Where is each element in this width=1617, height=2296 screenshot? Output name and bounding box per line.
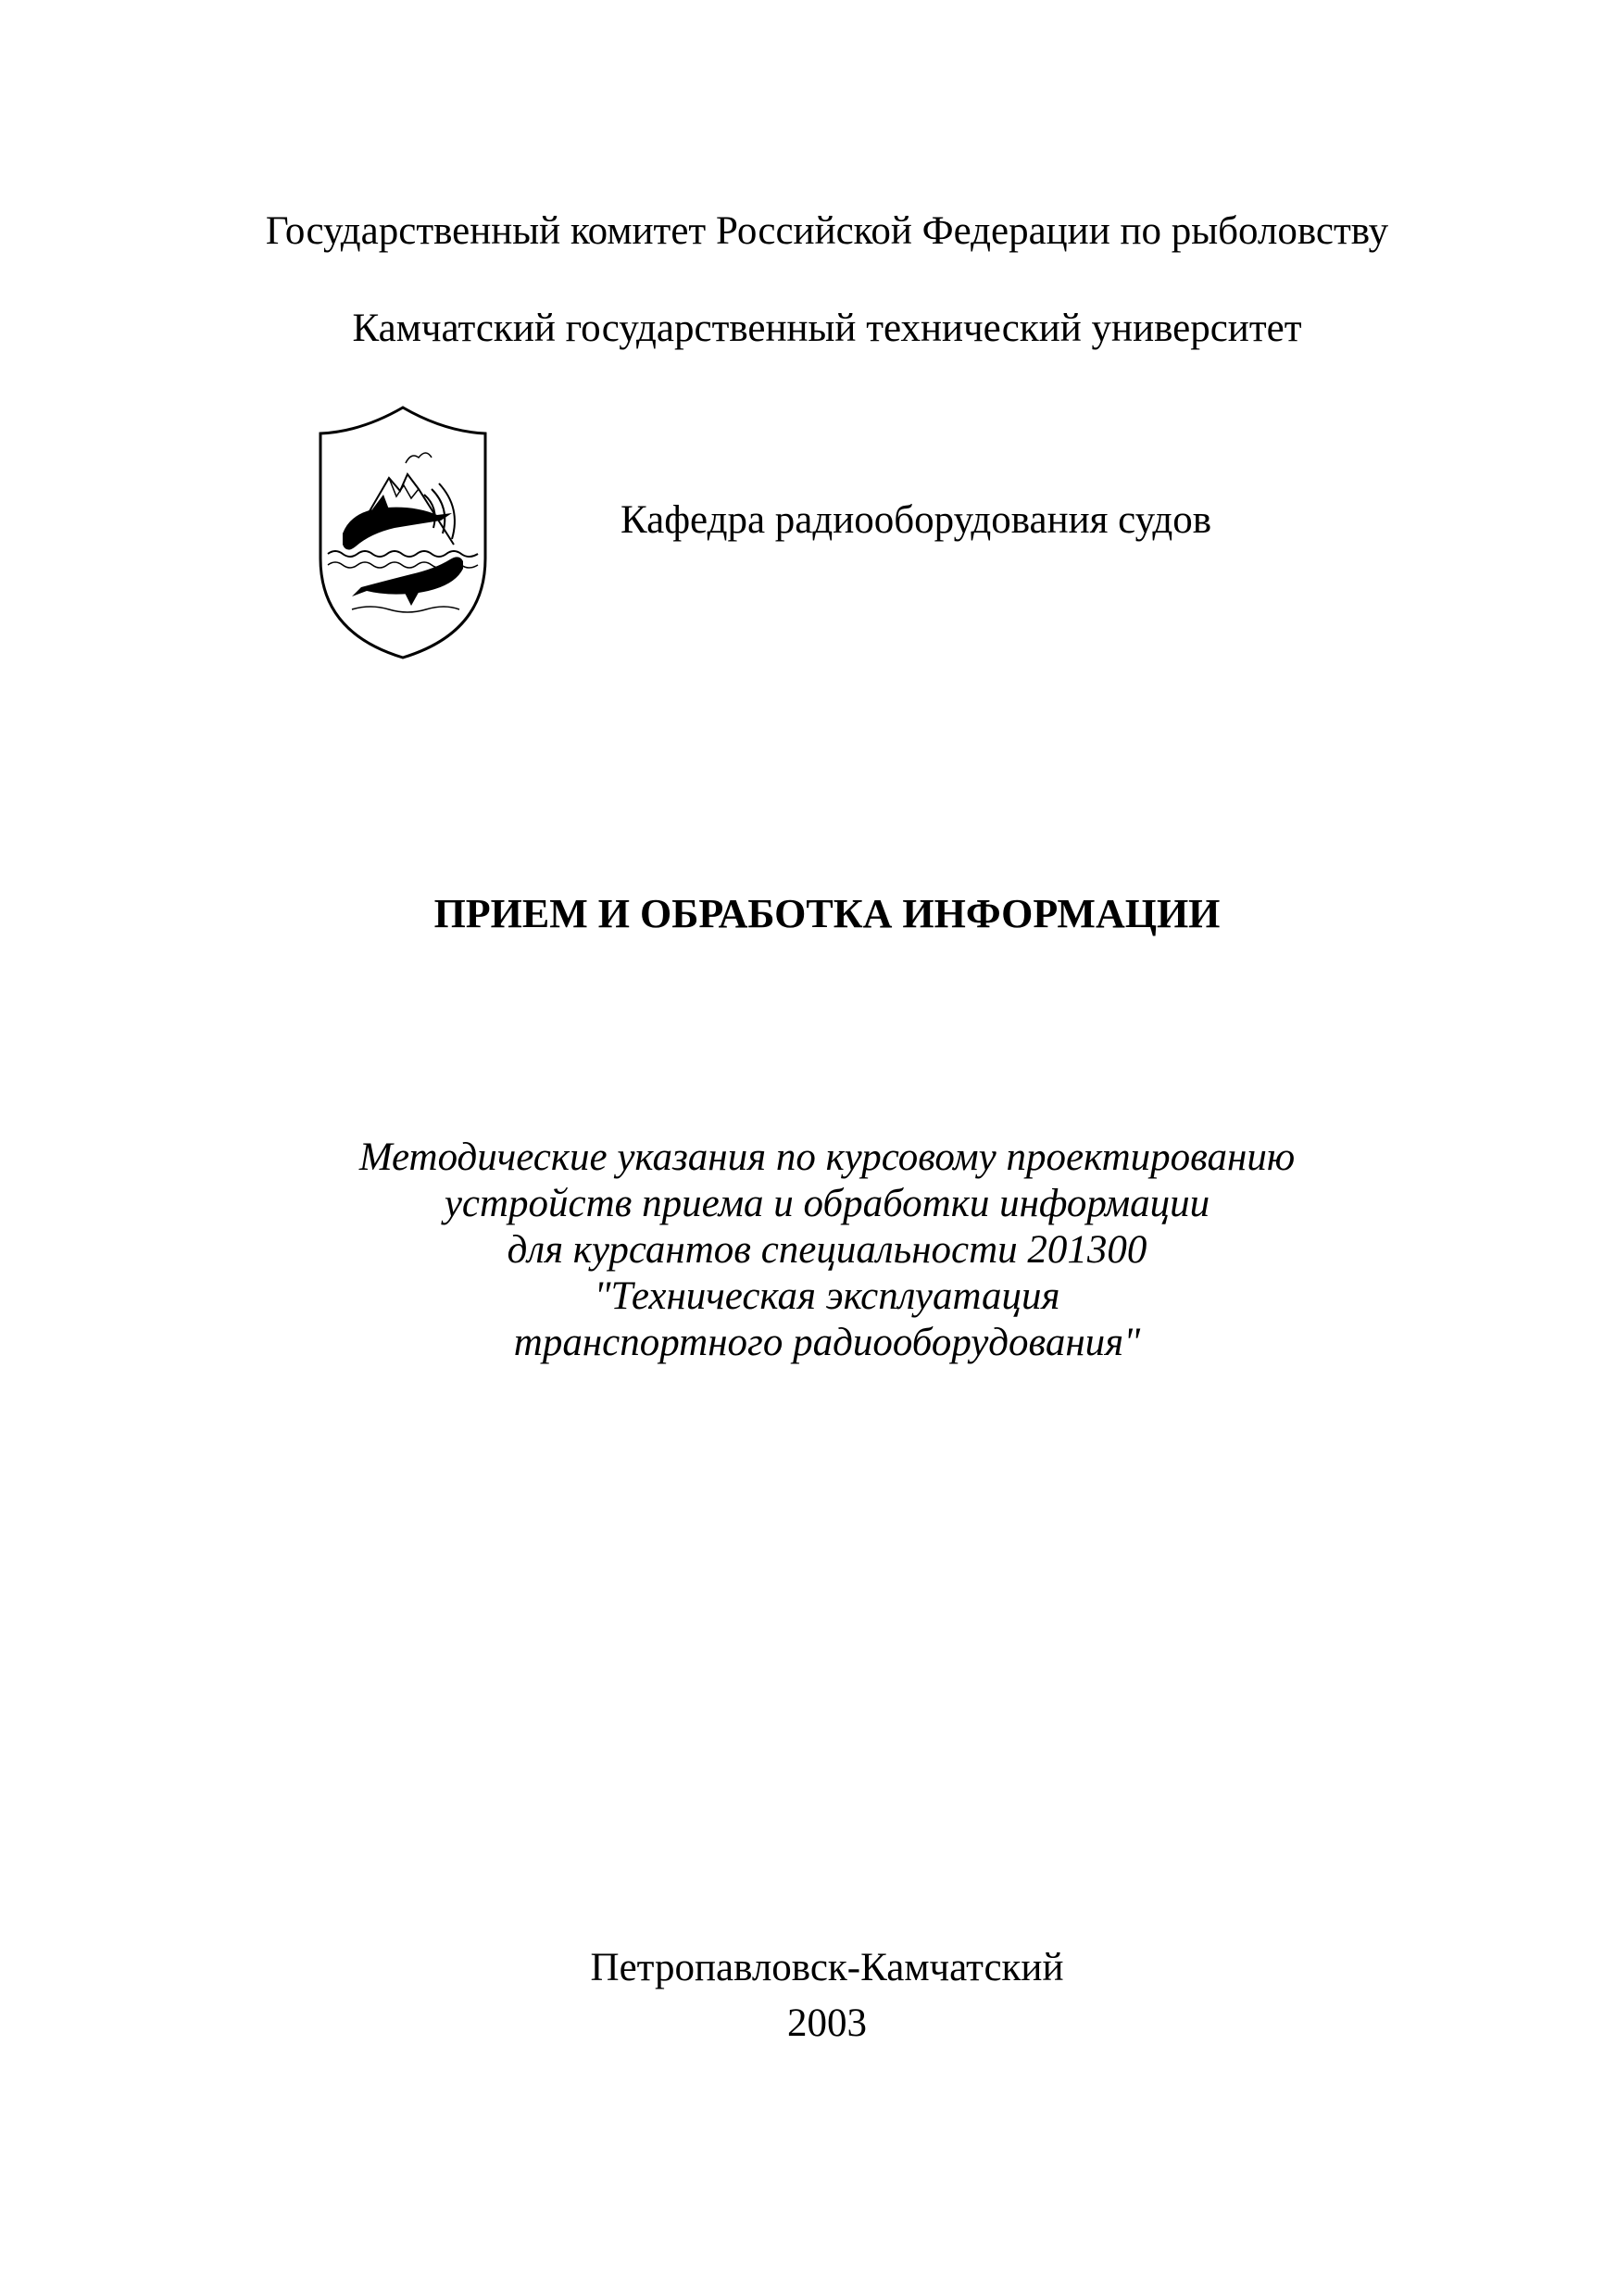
department-name: Кафедра радиооборудования судов bbox=[620, 498, 1212, 542]
document-title: ПРИЕМ И ОБРАБОТКА ИНФОРМАЦИИ bbox=[433, 891, 1221, 936]
subtitle-line: для курсантов специальности 201300 bbox=[507, 1228, 1147, 1272]
document-subtitle bbox=[19, 1135, 1617, 1366]
university-name: Камчатский государственный технический университет bbox=[352, 307, 1302, 350]
subtitle-line: "Техническая эксплуатация bbox=[594, 1274, 1060, 1318]
university-emblem-icon bbox=[315, 406, 491, 660]
publication-city: Петропавловск-Камчатский bbox=[590, 1946, 1064, 1989]
publication-year: 2003 bbox=[787, 2001, 867, 2045]
subtitle-line: устройств приема и обработки информации bbox=[444, 1182, 1210, 1225]
subtitle-line: Методические указания по курсовому проектированию bbox=[358, 1135, 1296, 1179]
subtitle-line: транспортного радиооборудования" bbox=[513, 1321, 1141, 1364]
organization-name: Государственный комитет Российской Федерации по рыболовству bbox=[265, 209, 1389, 253]
